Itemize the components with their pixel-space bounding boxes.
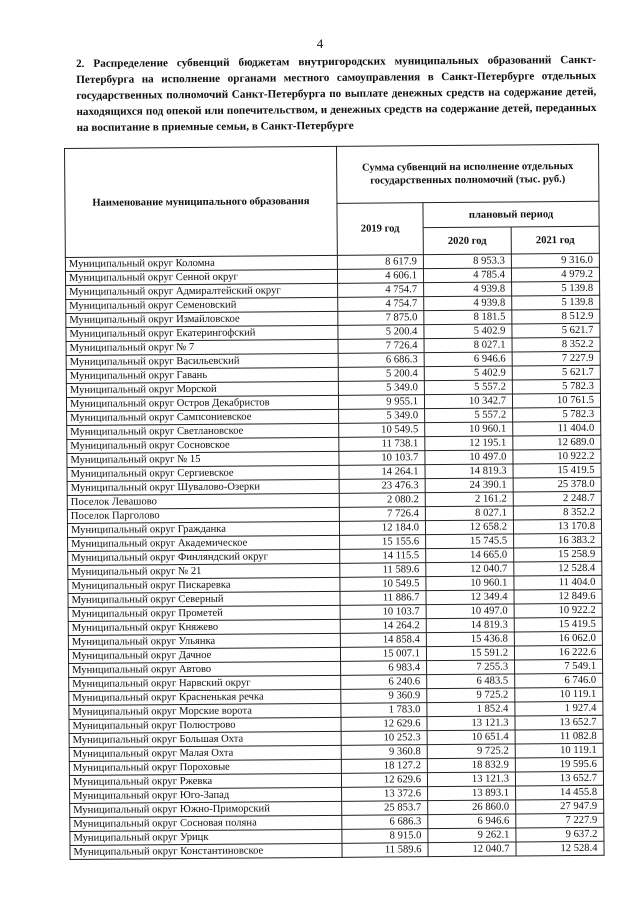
cell-municipality-name: Муниципальный округ Гавань: [66, 367, 338, 383]
cell-value-2021: 16 222.6: [514, 645, 602, 660]
cell-value-2020: 24 390.1: [425, 478, 513, 493]
column-header-2021: 2021 год: [511, 226, 599, 254]
cell-municipality-name: Муниципальный округ Академическое: [68, 535, 340, 551]
cell-value-2019: 5 349.0: [338, 381, 424, 396]
cell-value-2019: 2 080.2: [339, 493, 425, 508]
cell-value-2019: 6 686.3: [338, 353, 424, 368]
cell-value-2021: 15 419.5: [513, 463, 601, 478]
cell-value-2021: 12 849.6: [514, 589, 602, 604]
cell-municipality-name: Муниципальный округ Прометей: [68, 605, 340, 621]
cell-value-2021: 8 352.2: [513, 505, 601, 520]
cell-value-2020: 7 255.3: [427, 660, 515, 675]
cell-value-2021: 5 621.7: [512, 323, 600, 338]
cell-value-2019: 7 875.0: [338, 311, 424, 326]
cell-value-2020: 12 040.7: [426, 562, 514, 577]
cell-municipality-name: Муниципальный округ Южно-Приморский: [70, 801, 342, 817]
cell-value-2021: 8 512.9: [512, 309, 600, 324]
cell-municipality-name: Поселок Парголово: [67, 507, 339, 523]
cell-value-2019: 11 738.1: [339, 437, 425, 452]
cell-value-2021: 5 782.3: [513, 407, 601, 422]
cell-value-2021: 1 927.4: [515, 701, 603, 716]
table-body: [65, 253, 604, 859]
cell-value-2019: 23 476.3: [339, 479, 425, 494]
cell-value-2019: 15 155.6: [340, 535, 426, 550]
cell-value-2020: 14 819.3: [426, 618, 514, 633]
cell-municipality-name: Муниципальный округ Ржевка: [69, 773, 341, 789]
column-header-planning-period: плановый период: [423, 201, 599, 227]
cell-value-2020: 14 665.0: [426, 548, 514, 563]
cell-value-2020: 9 262.1: [428, 828, 516, 843]
cell-value-2019: 7 726.4: [339, 507, 425, 522]
cell-value-2021: 10 761.5: [512, 393, 600, 408]
cell-municipality-name: Муниципальный округ Северный: [68, 591, 340, 607]
cell-value-2020: 18 832.9: [427, 758, 515, 773]
cell-municipality-name: Муниципальный округ Морские ворота: [69, 703, 341, 719]
cell-value-2021: 13 170.8: [513, 519, 601, 534]
column-header-subsidy-sum: Сумма субвенций на исполнение отдельных государственных полномочий (тыс. руб.): [336, 144, 598, 203]
cell-value-2020: 10 960.1: [425, 422, 513, 437]
cell-value-2021: 9 316.0: [511, 253, 599, 268]
cell-value-2020: 2 161.2: [425, 492, 513, 507]
cell-value-2019: 8 915.0: [342, 829, 428, 844]
cell-value-2020: 8 027.1: [424, 338, 512, 353]
cell-municipality-name: Муниципальный округ Коломна: [65, 255, 337, 271]
cell-value-2019: 6 983.4: [341, 661, 427, 676]
cell-municipality-name: Муниципальный округ Пискаревка: [68, 577, 340, 593]
cell-municipality-name: Муниципальный округ Константиновское: [70, 843, 342, 859]
cell-value-2020: 12 658.2: [425, 520, 513, 535]
cell-municipality-name: Муниципальный округ Морской: [66, 381, 338, 397]
cell-value-2021: 6 746.0: [515, 673, 603, 688]
cell-municipality-name: Муниципальный округ Пороховые: [69, 759, 341, 775]
cell-value-2021: 5 621.7: [512, 365, 600, 380]
cell-municipality-name: Муниципальный округ № 21: [68, 563, 340, 579]
cell-value-2020: 12 349.4: [426, 590, 514, 605]
cell-value-2021: 15 258.9: [514, 547, 602, 562]
cell-value-2020: 13 121.3: [427, 772, 515, 787]
cell-municipality-name: Муниципальный округ Юго-Запад: [70, 787, 342, 803]
cell-value-2019: 10 103.7: [339, 451, 425, 466]
cell-value-2020: 12 195.1: [425, 436, 513, 451]
cell-value-2020: 8 953.3: [423, 254, 511, 269]
cell-value-2019: 25 853.7: [342, 801, 428, 816]
cell-value-2021: 13 652.7: [515, 771, 603, 786]
cell-value-2020: 5 557.2: [425, 408, 513, 423]
cell-value-2021: 10 922.2: [514, 603, 602, 618]
cell-value-2019: 11 886.7: [340, 591, 426, 606]
column-header-municipality: Наименование муниципального образования: [65, 146, 338, 257]
cell-value-2021: 25 378.0: [513, 477, 601, 492]
cell-value-2020: 15 591.2: [426, 646, 514, 661]
cell-value-2020: 6 946.6: [428, 814, 516, 829]
cell-value-2020: 4 785.4: [423, 268, 511, 283]
cell-value-2021: 11 082.8: [515, 729, 603, 744]
cell-value-2021: 9 637.2: [516, 827, 604, 842]
cell-value-2021: 10 119.1: [515, 687, 603, 702]
cell-municipality-name: Муниципальный округ Малая Охта: [69, 745, 341, 761]
cell-value-2019: 5 349.0: [339, 409, 425, 424]
cell-value-2019: 6 240.6: [341, 675, 427, 690]
cell-value-2021: 16 383.2: [514, 533, 602, 548]
cell-value-2021: 7 227.9: [512, 351, 600, 366]
cell-value-2019: 10 103.7: [340, 605, 426, 620]
page-number: 4: [316, 36, 324, 51]
cell-value-2020: 10 651.4: [427, 730, 515, 745]
cell-municipality-name: Муниципальный округ Автово: [69, 661, 341, 677]
cell-value-2021: 7 227.9: [516, 813, 604, 828]
cell-value-2019: 8 617.9: [337, 255, 423, 270]
cell-value-2021: 12 528.4: [514, 561, 602, 576]
cell-value-2021: 11 404.0: [513, 421, 601, 436]
cell-municipality-name: Муниципальный округ Екатерингофский: [66, 325, 338, 341]
cell-municipality-name: Муниципальный округ Остров Декабристов: [66, 395, 338, 411]
cell-value-2021: 12 528.4: [516, 841, 604, 856]
cell-value-2020: 4 939.8: [424, 296, 512, 311]
cell-municipality-name: Муниципальный округ Семеновский: [66, 297, 338, 313]
cell-municipality-name: Муниципальный округ Васильевский: [66, 353, 338, 369]
cell-value-2019: 14 264.1: [339, 465, 425, 480]
cell-municipality-name: Муниципальный округ Светлановское: [67, 423, 339, 439]
cell-municipality-name: Муниципальный округ Сергиевское: [67, 465, 339, 481]
cell-value-2020: 9 725.2: [427, 744, 515, 759]
cell-value-2020: 5 402.9: [424, 366, 512, 381]
cell-municipality-name: Муниципальный округ Сенной округ: [65, 269, 337, 285]
section-heading: 2. Распределение субвенций бюджетам внутригородских муниципальных образований Санкт-Петербурга на исполнение органами местного самоуправления в Санкт-Петербурге отдельных государственных полномочий Санкт-Петербурга по выплате денежных средств на содержание детей, находящихся под опекой или попечительством, и денежных средств на содержание детей, переданных на воспитание в приемные семьи, в Санкт-Петербурге: [76, 53, 597, 134]
cell-value-2019: 10 549.5: [339, 423, 425, 438]
cell-value-2020: 8 181.5: [424, 310, 512, 325]
cell-value-2019: 12 629.6: [341, 717, 427, 732]
cell-value-2020: 10 497.0: [425, 450, 513, 465]
cell-value-2020: 10 342.7: [424, 394, 512, 409]
cell-value-2019: 7 726.4: [338, 339, 424, 354]
cell-municipality-name: Муниципальный округ Полюстрово: [69, 717, 341, 733]
cell-value-2021: 2 248.7: [513, 491, 601, 506]
cell-value-2020: 14 819.3: [425, 464, 513, 479]
cell-value-2019: 14 858.4: [340, 633, 426, 648]
cell-value-2019: 4 754.7: [338, 297, 424, 312]
cell-value-2019: 12 629.6: [341, 773, 427, 788]
cell-value-2019: 9 360.8: [341, 745, 427, 760]
cell-value-2021: 8 352.2: [512, 337, 600, 352]
column-header-2020: 2020 год: [423, 227, 511, 255]
cell-municipality-name: Муниципальный округ Сосновая поляна: [70, 815, 342, 831]
subsidy-table-wrapper: [64, 144, 604, 860]
cell-value-2021: 10 119.1: [515, 743, 603, 758]
cell-value-2020: 13 121.3: [427, 716, 515, 731]
cell-value-2021: 13 652.7: [515, 715, 603, 730]
cell-municipality-name: Муниципальный округ Ульянка: [68, 633, 340, 649]
cell-value-2021: 16 062.0: [514, 631, 602, 646]
cell-value-2020: 4 939.8: [424, 282, 512, 297]
cell-value-2019: 14 115.5: [340, 549, 426, 564]
cell-municipality-name: Муниципальный округ Красненькая речка: [69, 689, 341, 705]
cell-value-2020: 10 960.1: [426, 576, 514, 591]
cell-value-2019: 10 549.5: [340, 577, 426, 592]
cell-value-2020: 8 027.1: [425, 506, 513, 521]
cell-municipality-name: Муниципальный округ Финляндский округ: [68, 549, 340, 565]
cell-municipality-name: Поселок Левашово: [67, 493, 339, 509]
cell-value-2019: 9 955.1: [338, 395, 424, 410]
cell-value-2020: 13 893.1: [428, 786, 516, 801]
cell-value-2021: 15 419.5: [514, 617, 602, 632]
cell-value-2021: 11 404.0: [514, 575, 602, 590]
subsidy-table: [64, 144, 605, 860]
cell-value-2021: 5 782.3: [512, 379, 600, 394]
cell-value-2020: 12 040.7: [428, 842, 516, 857]
cell-value-2019: 12 184.0: [339, 521, 425, 536]
cell-municipality-name: Муниципальный округ Большая Охта: [69, 731, 341, 747]
cell-value-2020: 26 860.0: [428, 800, 516, 815]
cell-value-2019: 11 589.6: [342, 843, 428, 858]
cell-value-2020: 5 557.2: [424, 380, 512, 395]
cell-value-2019: 15 007.1: [340, 647, 426, 662]
cell-municipality-name: Муниципальный округ Урицк: [70, 829, 342, 845]
cell-municipality-name: Муниципальный округ № 15: [67, 451, 339, 467]
cell-value-2021: 4 979.2: [511, 267, 599, 282]
cell-value-2020: 9 725.2: [427, 688, 515, 703]
cell-municipality-name: Муниципальный округ Княжево: [68, 619, 340, 635]
cell-value-2019: 5 200.4: [338, 325, 424, 340]
cell-municipality-name: Муниципальный округ Сампсониевское: [67, 409, 339, 425]
cell-value-2021: 12 689.0: [513, 435, 601, 450]
cell-municipality-name: Муниципальный округ Шувалово-Озерки: [67, 479, 339, 495]
cell-value-2019: 9 360.9: [341, 689, 427, 704]
cell-value-2019: 1 783.0: [341, 703, 427, 718]
cell-value-2019: 5 200.4: [338, 367, 424, 382]
cell-value-2019: 13 372.6: [342, 787, 428, 802]
cell-value-2021: 7 549.1: [515, 659, 603, 674]
column-header-2019: 2019 год: [337, 203, 423, 256]
cell-value-2019: 11 589.6: [340, 563, 426, 578]
cell-municipality-name: Муниципальный округ Измайловское: [66, 311, 338, 327]
cell-value-2019: 4 606.1: [337, 269, 423, 284]
cell-value-2020: 15 745.5: [426, 534, 514, 549]
cell-value-2021: 10 922.2: [513, 449, 601, 464]
cell-value-2020: 6 946.6: [424, 352, 512, 367]
cell-value-2019: 18 127.2: [341, 759, 427, 774]
cell-value-2020: 10 497.0: [426, 604, 514, 619]
cell-value-2021: 5 139.8: [512, 281, 600, 296]
cell-value-2020: 15 436.8: [426, 632, 514, 647]
cell-municipality-name: Муниципальный округ Дачное: [68, 647, 340, 663]
cell-value-2019: 4 754.7: [338, 283, 424, 298]
cell-value-2020: 6 483.5: [427, 674, 515, 689]
cell-municipality-name: Муниципальный округ Гражданка: [67, 521, 339, 537]
cell-municipality-name: Муниципальный округ № 7: [66, 339, 338, 355]
cell-value-2021: 19 595.6: [515, 757, 603, 772]
cell-value-2021: 5 139.8: [512, 295, 600, 310]
cell-municipality-name: Муниципальный округ Нарвский округ: [69, 675, 341, 691]
cell-value-2021: 14 455.8: [516, 785, 604, 800]
cell-value-2019: 14 264.2: [340, 619, 426, 634]
cell-municipality-name: Муниципальный округ Адмиралтейский округ: [66, 283, 338, 299]
cell-value-2019: 6 686.3: [342, 815, 428, 830]
cell-value-2020: 5 402.9: [424, 324, 512, 339]
cell-value-2019: 10 252.3: [341, 731, 427, 746]
cell-municipality-name: Муниципальный округ Сосновское: [67, 437, 339, 453]
cell-value-2021: 27 947.9: [516, 799, 604, 814]
cell-value-2020: 1 852.4: [427, 702, 515, 717]
